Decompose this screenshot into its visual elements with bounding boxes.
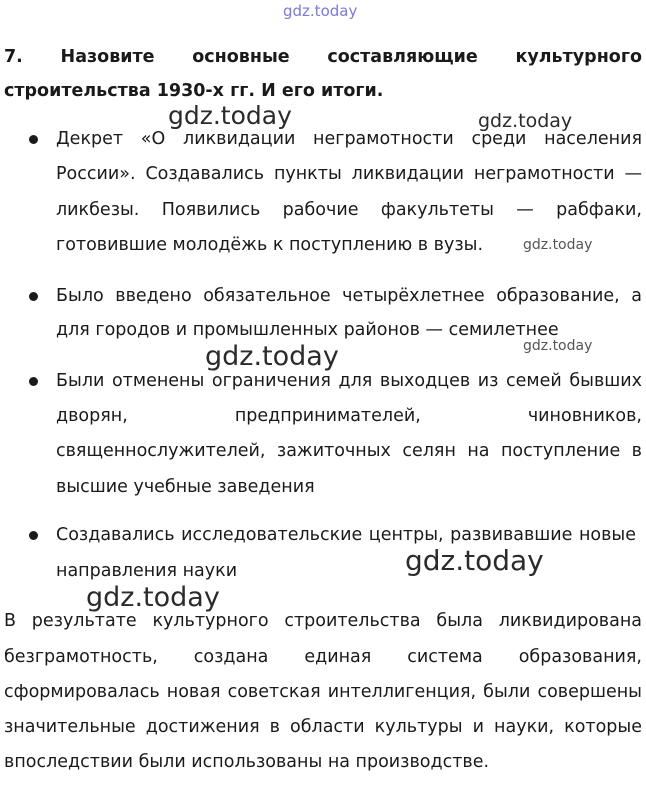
bullet-1-line-2: России». Создавались пункты ликвидации неграмотности —: [56, 164, 642, 184]
watermark-top: gdz.today: [283, 2, 358, 20]
bullet-3-line-2: дворян, предпринимателей, чиновников,: [56, 406, 642, 426]
watermark: gdz.today: [478, 110, 573, 132]
bullet-3-line-3: священнослужителей, зажиточных селян на поступление в: [56, 441, 642, 461]
bullet-1-line-4: готовившие молодёжь к поступлению в вузы.: [56, 235, 484, 255]
bullet-dot: [29, 292, 38, 301]
watermark: gdz.today: [405, 544, 544, 577]
question-line-2: строительства 1930-х гг. И его итоги.: [4, 81, 384, 101]
bullet-2-line-1: Было введено обязательное четырёхлетнее образование, а: [56, 286, 642, 306]
watermark: gdz.today: [168, 101, 292, 130]
bullet-3-line-4: высшие учебные заведения: [56, 477, 315, 497]
watermark: gdz.today: [523, 237, 593, 253]
bullet-4-line-2: направления науки: [56, 561, 238, 581]
question-line-1: 7. Назовите основные составляющие культурного: [4, 47, 642, 67]
conclusion-line-3: сформировалась новая советская интеллигенция, были совершены: [4, 682, 642, 702]
bullet-1-line-1: Декрет «О ликвидации неграмотности среди населения: [56, 129, 642, 149]
conclusion-line-1: В результате культурного строительства была ликвидирована: [4, 611, 642, 631]
conclusion-line-5: впоследствии были использованы на производстве.: [4, 752, 490, 772]
bullet-dot: [29, 377, 38, 386]
watermark: gdz.today: [205, 341, 339, 372]
bullet-dot: [29, 531, 38, 540]
bullet-1-line-3: ликбезы. Появились рабочие факультеты — рабфаки,: [56, 200, 642, 220]
bullet-3-line-1: Были отменены ограничения для выходцев из семей бывших: [56, 371, 642, 391]
bullet-2-line-2: для городов и промышленных районов — семилетнее: [56, 320, 559, 340]
bullet-4-line-1: Создавались исследовательские центры, развивавшие новые: [56, 525, 636, 545]
watermark: gdz.today: [523, 338, 593, 354]
watermark: gdz.today: [86, 582, 220, 613]
conclusion-line-2: безграмотность, создана единая система образования,: [4, 647, 642, 667]
bullet-dot: [29, 135, 38, 144]
conclusion-line-4: значительные достижения в области культуры и науки, которые: [4, 717, 642, 737]
question-title: [4, 40, 642, 108]
